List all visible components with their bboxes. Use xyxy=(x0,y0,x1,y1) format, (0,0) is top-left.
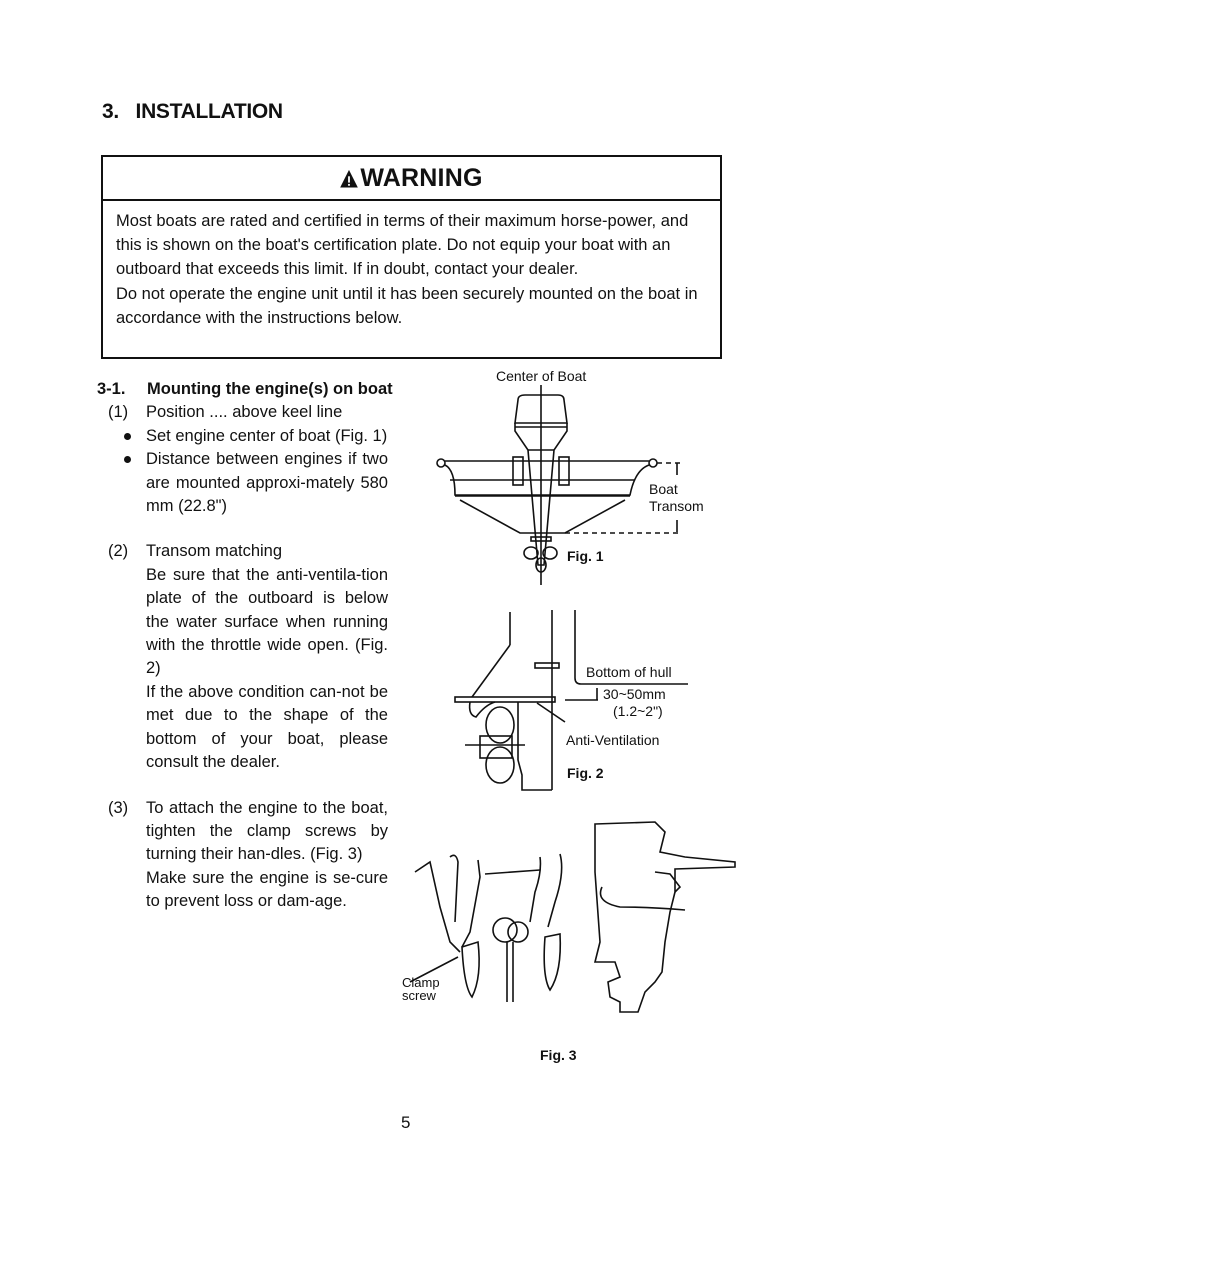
section-title xyxy=(102,100,283,124)
step-label: (1) xyxy=(108,403,129,422)
bullet-text: Distance between engines if two are mounted approxi-mately 580 mm (22.8") xyxy=(146,450,388,516)
label-distance-mm: 30~50mm xyxy=(603,686,666,702)
warning-paragraph: Do not operate the engine unit until it has been securely mounted on the boat in accordance with the instructions below. xyxy=(116,284,698,327)
bullet-item xyxy=(97,425,417,448)
figure-3-caption: Fig. 3 xyxy=(540,1047,577,1063)
warning-triangle-icon xyxy=(340,170,358,188)
step-paragraph: To attach the engine to the boat, tighten the clamp screws by turning their han-dles. (Fig. 3) xyxy=(146,798,388,864)
step-1 xyxy=(97,401,417,424)
subsection-title-text: Mounting the engine(s) on boat xyxy=(147,380,393,398)
step-3 xyxy=(97,797,417,914)
label-distance-in: (1.2~2") xyxy=(613,703,663,719)
warning-box xyxy=(101,155,722,359)
step-paragraph: Make sure the engine is se-cure to prevent loss or dam-age. xyxy=(146,868,388,911)
warning-body xyxy=(116,209,716,330)
clamp-screw-diagram xyxy=(390,812,750,1022)
label-boat: Boat xyxy=(649,481,678,497)
instructions-column xyxy=(97,378,417,914)
page-number: 5 xyxy=(401,1113,411,1132)
step-text: Position .... above keel line xyxy=(146,403,343,422)
subsection-number: 3-1. xyxy=(97,380,126,398)
label-anti-ventilation: Anti-Ventilation xyxy=(566,732,660,748)
warning-header xyxy=(103,157,720,201)
label-screw: screw xyxy=(402,988,436,1003)
bullet-icon xyxy=(124,456,131,463)
step-heading: Transom matching xyxy=(146,542,283,561)
label-bottom-of-hull: Bottom of hull xyxy=(586,664,672,680)
step-2 xyxy=(97,540,417,774)
figure-3 xyxy=(390,812,750,1072)
step-paragraph: Be sure that the anti-ventila-tion plate of the outboard is below the water surface when running with the throttle wide open. (Fig. 2) xyxy=(146,565,388,678)
figure-2 xyxy=(440,600,710,800)
bullet-icon xyxy=(124,433,131,440)
section-title-text: INSTALLATION xyxy=(135,100,283,123)
bullet-text: Set engine center of boat (Fig. 1) xyxy=(146,426,388,445)
warning-paragraph: Most boats are rated and certified in terms of their maximum horse-power, and this is shown on the boat's certification plate. Do not equip your boat with an outboard that exceeds this limit. If in doubt, contact your dealer. xyxy=(116,212,689,279)
warning-title: WARNING xyxy=(360,163,483,192)
figure-1 xyxy=(430,365,730,590)
figure-2-caption: Fig. 2 xyxy=(567,765,604,781)
section-number: 3. xyxy=(102,100,119,123)
step-label: (3) xyxy=(108,798,129,817)
step-paragraph: If the above condition can-not be met due to the shape of the bottom of your boat, please consult the dealer. xyxy=(146,682,388,772)
bullet-item xyxy=(97,448,417,518)
step-label: (2) xyxy=(108,542,129,561)
label-center-of-boat: Center of Boat xyxy=(496,368,587,384)
figure-1-caption: Fig. 1 xyxy=(567,548,604,564)
subsection-title xyxy=(97,378,417,401)
label-clamp: Clamp xyxy=(402,975,440,990)
label-transom: Transom xyxy=(649,498,704,514)
